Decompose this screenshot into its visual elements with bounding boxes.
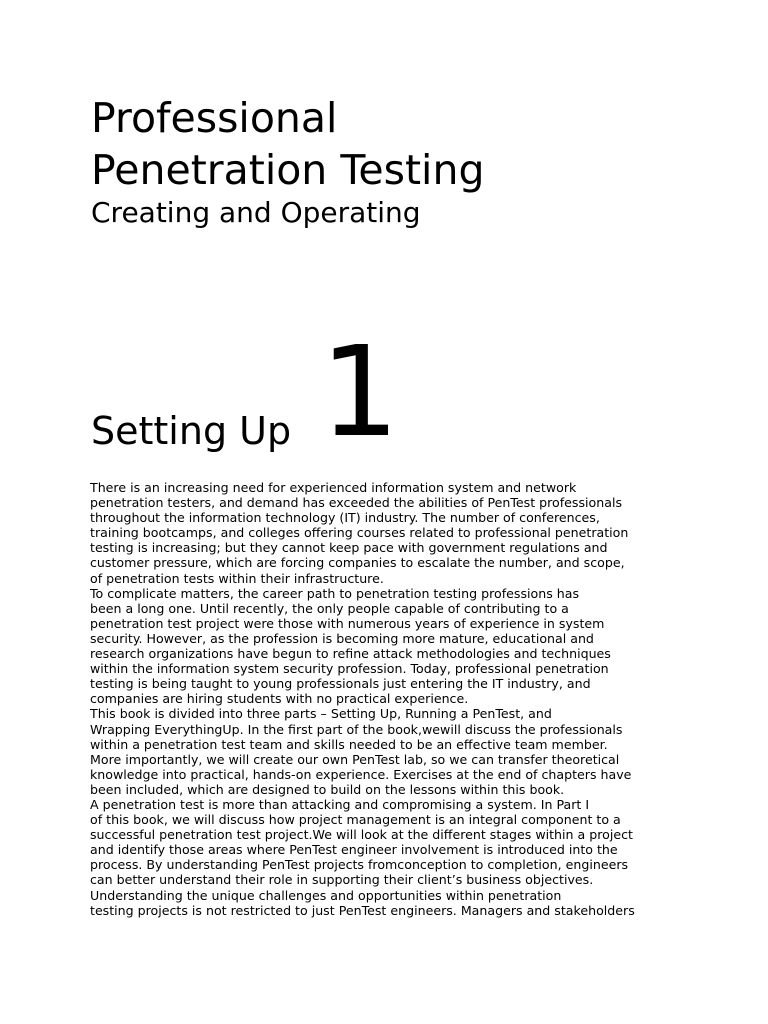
body-text-line: Understanding the unique challenges and opportunities within penetration — [90, 887, 562, 903]
body-text — [90, 480, 635, 918]
body-text-line: of penetration tests within their infrastructure. — [90, 570, 384, 586]
body-text-line: been included, which are designed to build on the lessons within this book. — [90, 781, 565, 797]
body-text-line: security. However, as the profession is becoming more mature, educational and — [90, 630, 594, 646]
body-text-line: can better understand their role in supporting their client’s business objectives. — [90, 872, 594, 888]
body-text-line: This book is divided into three parts – Setting Up, Running a PenTest, and — [90, 706, 552, 722]
body-text-line: Wrapping EverythingUp. In the first part of the book,wewill discuss the professionals — [90, 721, 623, 737]
body-text-line: penetration testers, and demand has exceeded the abilities of PenTest professionals — [90, 495, 623, 511]
body-text-line: successful penetration test project.We will look at the different stages within a project — [90, 827, 633, 843]
book-title-line: Penetration Testing — [91, 146, 485, 194]
body-text-line: process. By understanding PenTest projects fromconception to completion, engineers — [90, 857, 629, 873]
body-text-line: of this book, we will discuss how project management is an integral component to a — [90, 812, 621, 828]
book-title-line: Professional — [91, 94, 338, 142]
book-title — [91, 92, 484, 196]
body-text-line: There is an increasing need for experienced information system and network — [90, 480, 577, 495]
body-text-line: throughout the information technology (IT) industry. The number of conferences, — [90, 510, 600, 526]
body-text-line: testing projects is not restricted to just PenTest engineers. Managers and stakeholders — [90, 902, 635, 918]
body-text-line: and identify those areas where PenTest engineer involvement is introduced into the — [90, 842, 618, 858]
chapter-heading: Setting Up — [91, 409, 292, 453]
body-text-line: penetration test project were those with numerous years of experience in system — [90, 615, 605, 631]
body-text-line: within a penetration test team and skills needed to be an effective team member. — [90, 736, 608, 752]
body-text-line: research organizations have begun to refine attack methodologies and techniques — [90, 646, 611, 662]
body-text-line: customer pressure, which are forcing companies to escalate the number, and scope, — [90, 555, 625, 571]
body-text-line: To complicate matters, the career path to penetration testing professions has — [90, 585, 580, 601]
body-text-line: companies are hiring students with no practical experience. — [90, 691, 469, 707]
book-subtitle: Creating and Operating — [91, 196, 421, 229]
chapter-number: 1 — [320, 320, 400, 465]
body-text-line: training bootcamps, and colleges offering courses related to professional penetration — [90, 525, 629, 541]
body-text-line: been a long one. Until recently, the only people capable of contributing to a — [90, 600, 569, 616]
body-text-line: testing is being taught to young professionals just entering the IT industry, and — [90, 676, 591, 692]
body-text-line: testing is increasing; but they cannot keep pace with government regulations and — [90, 540, 608, 556]
body-text-line: A penetration test is more than attacking and compromising a system. In Part I — [90, 796, 590, 812]
body-text-line: More importantly, we will create our own PenTest lab, so we can transfer theoretical — [90, 751, 620, 767]
body-text-line: within the information system security profession. Today, professional penetration — [90, 661, 609, 677]
body-text-line: knowledge into practical, hands-on experience. Exercises at the end of chapters have — [90, 766, 632, 782]
